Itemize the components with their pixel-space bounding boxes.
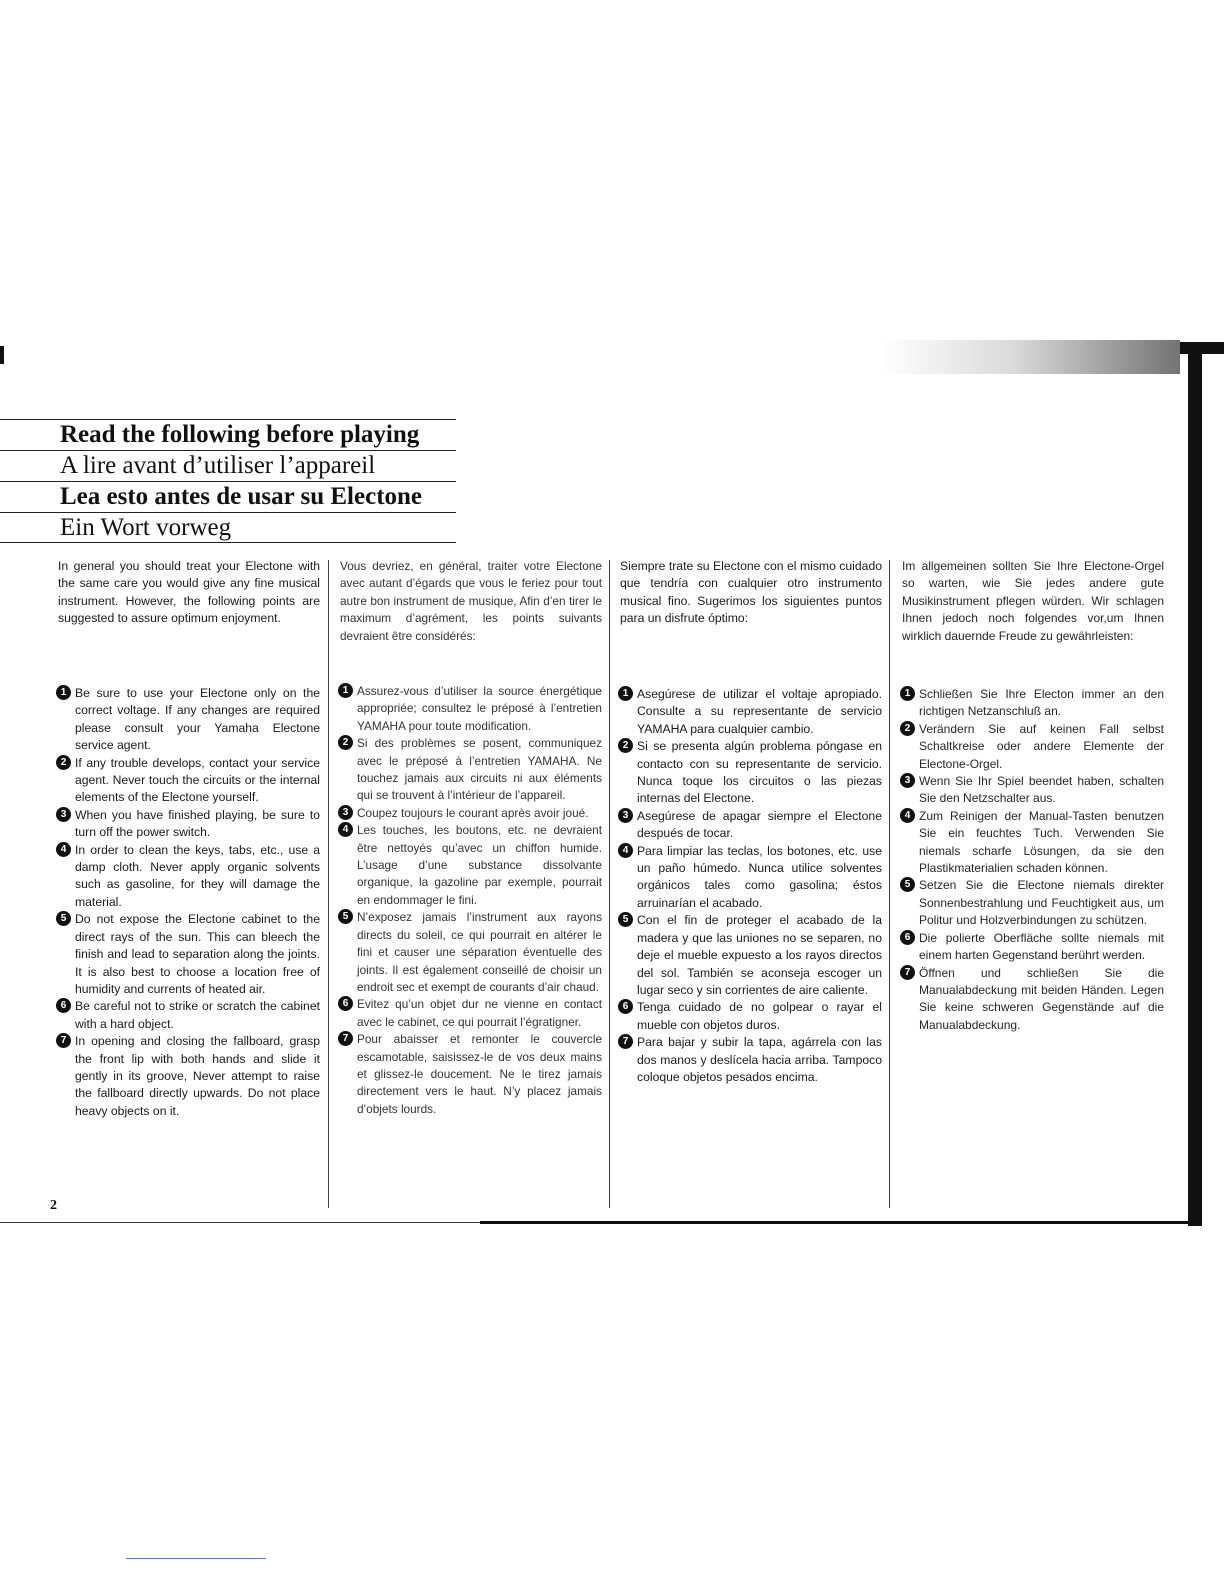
number-badge: 4 <box>338 822 353 837</box>
intro-paragraph: Im allgemeinen sollten Sie Ihre Electone-Orgel so warten, wie Sie jedes andere gute Musikinstrument pflegen würden. Wir schlagen Ihnen jedoch noch folgendes vor,um Ihnen wirklich dauernde Freude zu gewährleisten: <box>902 559 1164 643</box>
number-badge: 6 <box>338 996 353 1011</box>
note-text: Asegúrese de apagar siempre el Electone después de tocar. <box>637 808 882 841</box>
note-text: Les touches, les boutons, etc. ne devraient être nettoyés qu’avec un chiffon humide. L’usage d’une substance dissolvante organique, la gazoline par exemple, pourrait en endommager le fini. <box>357 823 602 907</box>
note-text: Asegúrese de utilizar el voltaje apropiado. Consulte a su representante de servicio YAMAHA para cualquier cambio. <box>637 687 882 736</box>
number-badge: 1 <box>56 685 71 700</box>
note-text: When you have finished playing, be sure to turn off the power switch. <box>75 807 320 840</box>
list-item <box>620 912 882 999</box>
note-text: Setzen Sie die Electone niemals direkter Sonnenbestrahlung und Feuchtigkeit aus, um Politur und Holzverbindungen zu schützen. <box>919 878 1164 928</box>
number-badge: 2 <box>900 721 915 736</box>
number-badge: 7 <box>56 1033 71 1048</box>
number-badge: 3 <box>56 807 71 822</box>
footer-rule <box>0 1222 480 1223</box>
intro-paragraph: In general you should treat your Electone with the same care you would give any fine musical instrument. However, the following points are suggested to assure optimum enjoyment. <box>58 559 320 626</box>
list-item <box>340 996 602 1031</box>
link-underline <box>126 1558 266 1559</box>
note-text: Verändern Sie auf keinen Fall selbst Schaltkreise oder andere Elemente der Electone-Orgel. <box>919 721 1164 771</box>
number-badge: 3 <box>338 805 353 820</box>
column-divider <box>328 560 329 1208</box>
list-item <box>340 822 602 909</box>
list-item <box>620 808 882 843</box>
number-badge: 3 <box>900 773 915 788</box>
list-item <box>620 738 882 808</box>
note-text: Para bajar y subir la tapa, agárrela con las dos manos y deslícela hacia arriba. Tampoco coloque objetos pesados encima. <box>637 1035 882 1084</box>
note-text: Be careful not to strike or scratch the cabinet with a hard object. <box>75 999 320 1031</box>
list-item <box>58 998 320 1033</box>
intro-paragraph: Siempre trate su Electone con el mismo cuidado que tendría con cualquier otro instrumento musical fino. Sugerimos los siguientes puntos para un disfrute óptimo: <box>620 559 882 626</box>
list-item <box>902 965 1164 1035</box>
list-item <box>902 686 1164 721</box>
number-badge: 5 <box>618 912 633 927</box>
note-text: Wenn Sie Ihr Spiel beendet haben, schalten Sie den Netzschalter aus. <box>919 774 1164 806</box>
list-item <box>58 1033 320 1120</box>
heading-english: Read the following before playing <box>60 421 420 448</box>
number-badge: 2 <box>338 735 353 750</box>
page-number: 2 <box>50 1198 57 1213</box>
number-badge: 5 <box>56 911 71 926</box>
column-divider <box>889 560 890 1208</box>
list-item <box>340 735 602 805</box>
note-text: Para limpiar las teclas, los botones, etc. use un paño húmedo. Nunca utilice solventes orgánicos tales como gasolina; éstos arruinarían el acabado. <box>637 843 882 910</box>
note-text: Pour abaisser et remonter le couvercle escamotable, saisissez-le de vos deux mains et glissez-le doucement. Ne le tirez jamais directement vers le haut. N’y placez jamais d’objets lourds. <box>357 1032 602 1116</box>
number-badge: 2 <box>618 738 633 753</box>
list-item <box>58 911 320 998</box>
footer-rule-thick <box>480 1221 1190 1224</box>
note-text: Schließen Sie Ihre Electon immer an den richtigen Netzanschluß an. <box>919 687 1164 719</box>
column-german <box>902 558 1164 1032</box>
note-text: Si se presenta algún problema póngase en contacto con su representante de servicio. Nunca toque los circuitos o las piezas internas del Electone. <box>637 739 882 806</box>
note-text: Be sure to use your Electone only on the correct voltage. If any changes are required please consult your Yamaha Electone service agent. <box>75 686 320 753</box>
list-item <box>620 843 882 913</box>
intro-paragraph: Vous devriez, en général, traiter votre Electone avec autant d’égards que vous le feriez pour tout autre bon instrument de musique, Afin d’en tirer le maximum d’agrément, les points suivants devraient être considérés: <box>340 559 602 643</box>
list-item <box>340 805 602 822</box>
note-text: Si des problèmes se posent, communiquez avec le préposé à l’entretien YAMAHA. Ne touchez jamais aux circuits ni aux éléments qui se trouvent à l’intérieur de l’appareil. <box>357 736 602 803</box>
list-item <box>340 1031 602 1118</box>
number-badge: 3 <box>618 808 633 823</box>
number-badge: 4 <box>618 843 633 858</box>
list-item <box>620 1034 882 1086</box>
number-badge: 4 <box>56 842 71 857</box>
number-badge: 6 <box>618 999 633 1014</box>
list-item <box>58 685 320 755</box>
note-text: Con el fin de proteger el acabado de la madera y que las uniones no se separen, no deje el mueble expuesto a los rayos directos del sol. También se aconseja escoger un lugar seco y sin corrientes de aire caliente. <box>637 913 882 997</box>
number-badge: 7 <box>618 1034 633 1049</box>
list-item <box>58 755 320 807</box>
scan-edge-top <box>1180 342 1224 354</box>
heading-french: A lire avant d’utiliser l’appareil <box>60 452 376 479</box>
note-text: In order to clean the keys, tabs, etc., use a damp cloth. Never apply organic solvents such as gasoline, for they will damage the material. <box>75 842 320 909</box>
note-text: Öffnen und schließen Sie die Manualabdeckung mit beiden Händen. Legen Sie keine schweren Gegenstände auf die Manualabdeckung. <box>919 965 1164 1032</box>
number-badge: 7 <box>338 1031 353 1046</box>
notes-list <box>340 683 602 1118</box>
number-badge: 5 <box>338 909 353 924</box>
note-text: Assurez-vous d’utiliser la source énergétique appropriée; consultez le préposé à l’entretien YAMAHA pour toute modification. <box>357 684 602 733</box>
list-item <box>902 930 1164 965</box>
note-text: Die polierte Oberfläche sollte niemals mit einem harten Gegenstand berührt werden. <box>919 930 1164 963</box>
page-edge-mark <box>0 346 4 364</box>
number-badge: 2 <box>56 755 71 770</box>
column-divider <box>609 560 610 1208</box>
list-item <box>58 842 320 912</box>
list-item <box>902 773 1164 808</box>
list-item <box>620 999 882 1034</box>
list-item <box>340 909 602 996</box>
number-badge: 7 <box>900 965 915 980</box>
scan-shadow <box>880 340 1180 374</box>
note-text: Coupez toujours le courant après avoir joué. <box>357 805 589 820</box>
note-text: N’exposez jamais l’instrument aux rayons directs du soleil, ce qui pourrait en altérer le fini et causer une séparation éventuelle des joints. Il est également conseillé de choisir un endroit sec et exempt de courants d’air chaud. <box>357 910 602 994</box>
heading-rule <box>0 542 456 543</box>
notes-list <box>620 686 882 1086</box>
note-text: Tenga cuidado de no golpear o rayar el mueble con objetos duros. <box>637 1000 882 1032</box>
note-text: In opening and closing the fallboard, grasp the front lip with both hands and slide it gently in its groove, Never attempt to raise the fallboard directly upwards. Do not place heavy objects on it. <box>75 1034 320 1118</box>
heading-spanish: Lea esto antes de usar su Electone <box>60 483 423 510</box>
scan-edge-right <box>1188 350 1202 1226</box>
heading-german: Ein Wort vorweg <box>60 514 232 541</box>
column-english <box>58 558 320 1118</box>
list-item <box>340 683 602 735</box>
notes-list <box>58 685 320 1120</box>
notes-list <box>902 686 1164 1034</box>
number-badge: 6 <box>56 998 71 1013</box>
number-badge: 5 <box>900 877 915 892</box>
note-text: If any trouble develops, contact your service agent. Never touch the circuits or the internal elements of the Electone yourself. <box>75 755 320 805</box>
list-item <box>902 877 1164 929</box>
number-badge: 1 <box>618 686 633 701</box>
column-spanish <box>620 558 882 1084</box>
list-item <box>58 807 320 842</box>
list-item <box>902 808 1164 878</box>
number-badge: 1 <box>338 683 353 698</box>
note-text: Evitez qu’un objet dur ne vienne en contact avec le cabinet, ce qui pourrait l’égratigner. <box>357 997 602 1029</box>
list-item <box>620 686 882 738</box>
note-text: Do not expose the Electone cabinet to the direct rays of the sun. This can bleech the finish and lead to separation along the joints. It is also best to choose a location free of humidity and currents of heated air. <box>75 912 320 996</box>
column-french <box>340 558 602 1116</box>
number-badge: 6 <box>900 930 915 945</box>
number-badge: 1 <box>900 686 915 701</box>
number-badge: 4 <box>900 808 915 823</box>
list-item <box>902 721 1164 773</box>
note-text: Zum Reinigen der Manual-Tasten benutzen Sie ein feuchtes Tuch. Verwenden Sie niemals scharfe Lösungen, da sie den Plastikmaterialien schaden können. <box>919 808 1164 876</box>
